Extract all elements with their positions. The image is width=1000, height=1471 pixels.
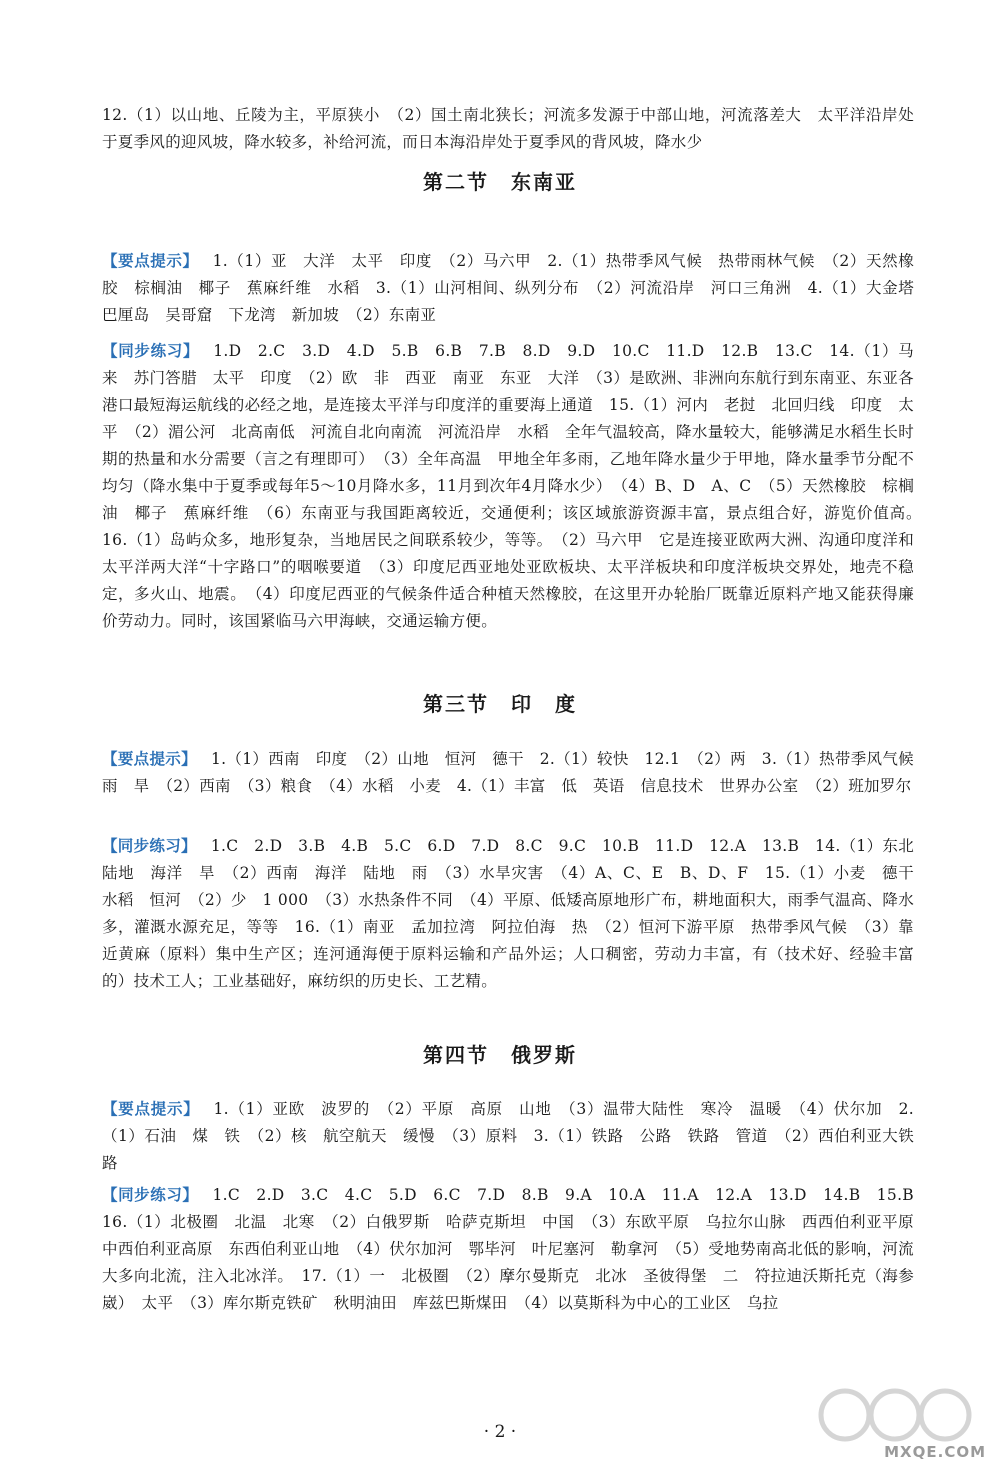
key-points-text: 1.（1）西南 印度 （2）山地 恒河 德干 2.（1）较快 12.1 （2）两 3.（1）热带季风气候 雨 旱 （2）西南 （3）粮食 （4）水稻 小麦 4.（1）丰富 低 英语 信息技术 世界办公室 （2）班加罗尔 [102,750,930,795]
section1-answer [102,102,914,156]
section3-practice [102,832,930,995]
section4-key-points [102,1095,914,1177]
practice-label: 【同步练习】 [102,836,197,855]
section4-practice [102,1181,930,1317]
page-number: · 2 · [483,1422,517,1442]
section2-heading: 第二节 东南亚 [423,170,577,194]
section3-key-points [102,745,930,800]
practice-label: 【同步练习】 [102,1185,199,1204]
watermark-text: MXQE.COM [884,1443,986,1461]
section4-heading: 第四节 俄罗斯 [423,1043,577,1067]
section2-key-points [102,247,930,329]
key-points-text: 1.（1）亚 大洋 太平 印度 （2）马六甲 2.（1）热带季风气候 热带雨林气候 （2）天然橡胶 棕榈油 椰子 蕉麻纤维 水稻 3.（1）山河相间、纵列分布 （2）河流沿岸 河口三角洲 4.（1）大金塔 巴厘岛 吴哥窟 下龙湾 新加坡 （2）东南亚 [102,252,930,324]
practice-text: 1.C 2.D 3.C 4.C 5.D 6.C 7.D 8.B 9.A 10.A 11.A 12.A 13.D 14.B 15.B 16.（1）北极圈 北温 北寒 （2）白俄罗斯 哈萨克斯坦 中国 （3）东欧平原 乌拉尔山脉 西西伯利亚平原 中西伯利亚高原 东西伯利亚山地 （4）伏尔加河 鄂毕河 叶尼塞河 勒拿河 （5）受地势南高北低的影响，河流大多向北流，注入北冰洋。 17.（1）一 北极圈 （2）摩尔曼斯克 北冰 圣彼得堡 二 符拉迪沃斯托克（海参崴） 太平 （3）库尔斯克铁矿 秋明油田 库兹巴斯煤田 （4）以莫斯科为中心的工业区 乌拉 [102,1186,930,1312]
section2-practice [102,337,930,635]
key-points-text: 1.（1）亚欧 波罗的 （2）平原 高原 山地 （3）温带大陆性 寒冷 温暖 （4）伏尔加 2.（1）石油 煤 铁 （2）核 航空航天 缓慢 （3）原料 3.（1）铁路 公路 铁路 管道 （2）西伯利亚大铁路 [102,1100,914,1172]
key-points-label: 【要点提示】 [102,251,199,270]
practice-text: 1.C 2.D 3.B 4.B 5.C 6.D 7.D 8.C 9.C 10.B 11.D 12.A 13.B 14.（1）东北 陆地 海洋 旱 （2）西南 海洋 陆地 雨 （3）水旱灾害 （4）A、C、E B、D、F 15.（1）小麦 德干 水稻 恒河 （2）少 1 000 （3）水热条件不同 （4）平原、低矮高原地形广布，耕地面积大，雨季气温高、降水多，灌溉水源充足，等等 16.（1）南亚 孟加拉湾 阿拉伯海 热 （2）恒河下游平原 热带季风气候 （3）靠近黄麻（原料）集中生产区；连河通海便于原料运输和产品外运；人口稠密，劳动力丰富，有（技术好、经验丰富的）技术工人；工业基础好，麻纺织的历史长、工艺精。 [102,837,930,990]
section3-heading: 第三节 印 度 [423,692,577,716]
key-points-label: 【要点提示】 [102,1099,200,1118]
practice-label: 【同步练习】 [102,341,200,360]
key-points-label: 【要点提示】 [102,749,197,768]
section1-text: 12.（1）以山地、丘陵为主，平原狭小 （2）国土南北狭长；河流多发源于中部山地，河流落差大 太平洋沿岸处于夏季风的迎风坡，降水较多，补给河流，而日本海沿岸处于夏季风的背风坡，降水少 [102,106,914,151]
practice-text: 1.D 2.C 3.D 4.D 5.B 6.B 7.B 8.D 9.D 10.C 11.D 12.B 13.C 14.（1）马来 苏门答腊 太平 印度 （2）欧 非 西亚 南亚 东亚 大洋 （3）是欧洲、非洲向东航行到东南亚、东亚各港口最短海运航线的必经之地，是连接太平洋与印度洋的重要海上通道 15.（1）河内 老挝 北回归线 印度 太平 （2）湄公河 北高南低 河流自北向南流 河流沿岸 水稻 全年气温较高，降水量较大，能够满足水稻生长时期的热量和水分需要（言之有理即可） （3）全年高温 甲地全年多雨，乙地年降水量少于甲地，降水量季节分配不均匀（降水集中于夏季或每年5～10月降水多，11月到次年4月降水少） （4）B、D A、C （5）天然橡胶 棕榈油 椰子 蕉麻纤维 （6）东南亚与我国距离较近，交通便利；该区域旅游资源丰富，景点组合好，游览价值高。 16.（1）岛屿众多，地形复杂，当地居民之间联系较少，等等。 （2）马六甲 它是连接亚欧两大洲、沟通印度洋和太平洋两大洋“十字路口”的咽喉要道 （3）印度尼西亚地处亚欧板块、太平洋板块和印度洋板块交界处，地壳不稳定，多火山、地震。 （4）印度尼西亚的气候条件适合种植天然橡胶，在这里开办轮胎厂既靠近原料产地又能获得廉价劳动力。同时，该国紧临马六甲海峡，交通运输方便。 [102,342,930,630]
